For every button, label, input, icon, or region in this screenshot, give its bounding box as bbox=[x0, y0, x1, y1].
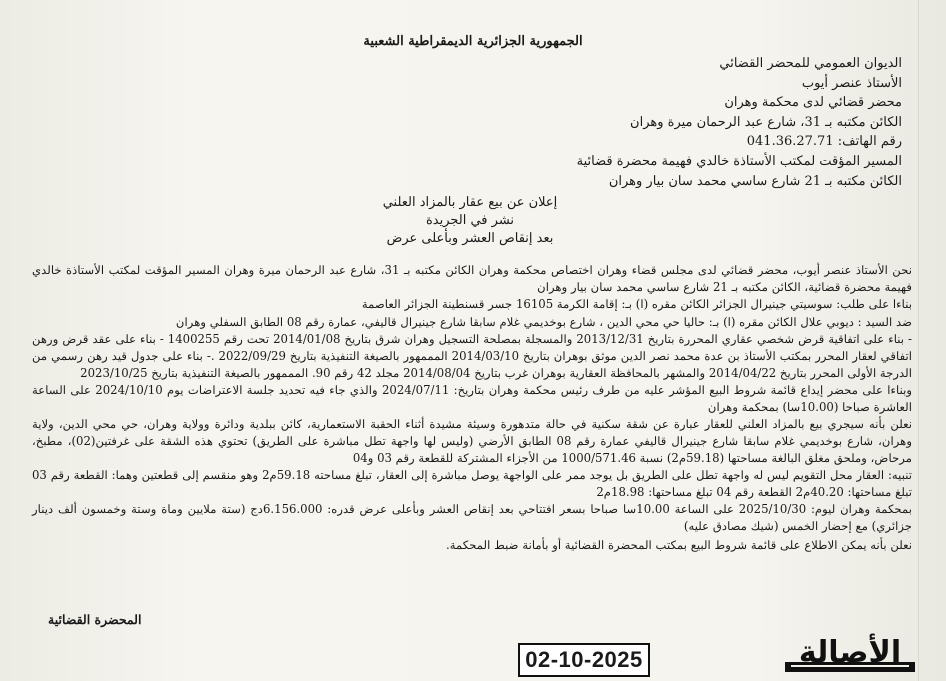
body-paragraph-intro: نحن الأستاذ عنصر أيوب، محضر قضائي لدى مجلس قضاء وهران اختصاص محكمة وهران الكائن مكتبه بـ 31، شارع عبد الرحمان ميرة وهران المسير المؤقت لمكتب الأستاذة خالدي فهيمة محضرة قضائية، الكائن مكتبه بـ 21 شارع ساسي محمد سان بيار وهران bbox=[32, 263, 912, 294]
header-line: المسير المؤقت لمكتب الأستاذة خالدي فهيمة محضرة قضائية bbox=[576, 153, 902, 169]
page-fold-shadow bbox=[918, 0, 919, 681]
announcement-line-3: بعد إنقاص العشر وبأعلى عرض bbox=[386, 231, 554, 246]
publication-date-stamp: 02-10-2025 bbox=[518, 643, 650, 677]
body-paragraph-legal-basis: - بناء على اتفاقية قرض شخصي عقاري المحررة بتاريخ 2013/12/31 والمسجلة بمصلحة التسجيل وهران شرق بتاريخ 2014/01/08 تحت رقم 1400255 - بناء على عقد قرض ورهن اتفاقي لعقار المحرر بمكتب الأستاذ بن عدة محمد نصر الدين موثق بوهران بتاريخ 2014/03/10 المممهور بالصيغة التنفيذية بتاريخ 2022/09/29 .- بناء على جدول قيد رهن رسمي من الدرجة الأولى المحرر بتاريخ 2014/04/22 والمشهر بالمحافظة العقارية بوهران غرب بتاريخ 2014/08/04 مجلد 42 رقم 90. المممهور بالصيغة التنفيذية بتاريخ 2023/10/25 bbox=[32, 332, 912, 380]
body-paragraph-property: نعلن بأنه سيجري بيع بالمزاد العلني للعقار عبارة عن شقة سكنية في حالة متدهورة وسيئة مشيدة أثناء الحقبة الاستعمارية، كائن ببلدية ودائرة وولاية وهران، حي محي الدين، ولاية وهران، شارع بوخديمي غلام سابقا شارع جينيرال قاليفي عمارة رقم 08 الطابق الأرضي (وليس لها واجهة تطل مباشرة على الطريق) تحتوي هذه الشقة على غرفتين(02)، مطبخ، مرحاض، وملحق مغلق البالغة مساحتها (59.18م2) نسبة 1000/571.46 من الأجزاء المشتركة للقطعة رقم 03 و04 bbox=[32, 417, 912, 465]
announcement-body bbox=[32, 262, 912, 554]
body-paragraph-consultation: نعلن بأنه يمكن الاطلاع على قائمة شروط البيع بمكتب المحضرة القضائية أو بأمانة ضبط المحكمة. bbox=[446, 537, 912, 552]
body-paragraph-notice: تنبيه: العقار محل التقويم ليس له واجهة تطل على الطريق بل يوجد ممر على الواجهة يوصل مباشرة إلى العقار، تبلغ مساحته 59.18م2 وهو منقسم إلى قطعتين وهما: القطعة رقم 03 تبلغ مساحتها: 40.20م2 القطعة رقم 04 تبلغ مساحتها: 18.98م2 bbox=[32, 468, 912, 499]
header-line: الديوان العمومي للمحضر القضائي bbox=[719, 56, 902, 71]
header-line: الأستاذ عنصر أيوب bbox=[801, 75, 902, 91]
republic-heading: الجمهورية الجزائرية الديمقراطية الشعبية bbox=[363, 34, 583, 49]
body-paragraph-requester: بناءا على طلب: سوسيتي جينيرال الجزائر الكائن مقره (ا) بـ: إقامة الكرمة 16105 جسر قسنطينة الجزائر العاصمة bbox=[361, 297, 912, 312]
announcement-line-1: إعلان عن بيع عقار بالمزاد العلني bbox=[382, 195, 558, 210]
announcement-line-2: نشر في الجريدة bbox=[425, 213, 515, 228]
announcement-title bbox=[330, 194, 610, 248]
header-line: محضر قضائي لدى محكمة وهران bbox=[724, 95, 902, 111]
body-paragraph-filing: وبناءا على محضر إيداع قائمة شروط البيع المؤشر عليه من طرف رئيس محكمة وهران بتاريخ: 2024/07/11 والذي جاء فيه تحديد جلسة الاعتراضات يوم 2024/10/10 على الساعة العاشرة صباحا (10.00سا) بمحكمة وهران bbox=[32, 383, 912, 414]
signature-label: المحضرة القضائية bbox=[48, 612, 142, 627]
header-line: الكائن مكتبه بـ 31، شارع عبد الرحمان ميرة وهران bbox=[630, 114, 902, 130]
bailiff-header bbox=[182, 54, 902, 191]
header-line: الكائن مكتبه بـ 21 شارع ساسي محمد سان بيار وهران bbox=[608, 173, 902, 189]
newspaper-logo bbox=[785, 632, 915, 676]
body-paragraph-auction: بمحكمة وهران ليوم: 2025/10/30 على الساعة 10.00سا صباحا بسعر افتتاحي بعد إنقاص العشر وبأعلى عرض قدره: 6.156.000دج (ستة ملايين وماة وستة وخمسون ألف دينار جزائري) مع إحضار الخمس (شيك مصادق عليه) bbox=[32, 502, 912, 533]
logo-text: الأصالة bbox=[798, 635, 902, 670]
body-paragraph-defendant: ضد السيد : ديوبي علال الكائن مقره (ا) بـ: حاليا حي محي الدين ، شارع بوخديمي غلام سابقا شارع جينيرال قاليفي، عمارة رقم 08 الطابق السفلي وهران bbox=[175, 314, 912, 329]
header-line: رقم الهاتف: 041.36.27.71 bbox=[746, 134, 902, 150]
